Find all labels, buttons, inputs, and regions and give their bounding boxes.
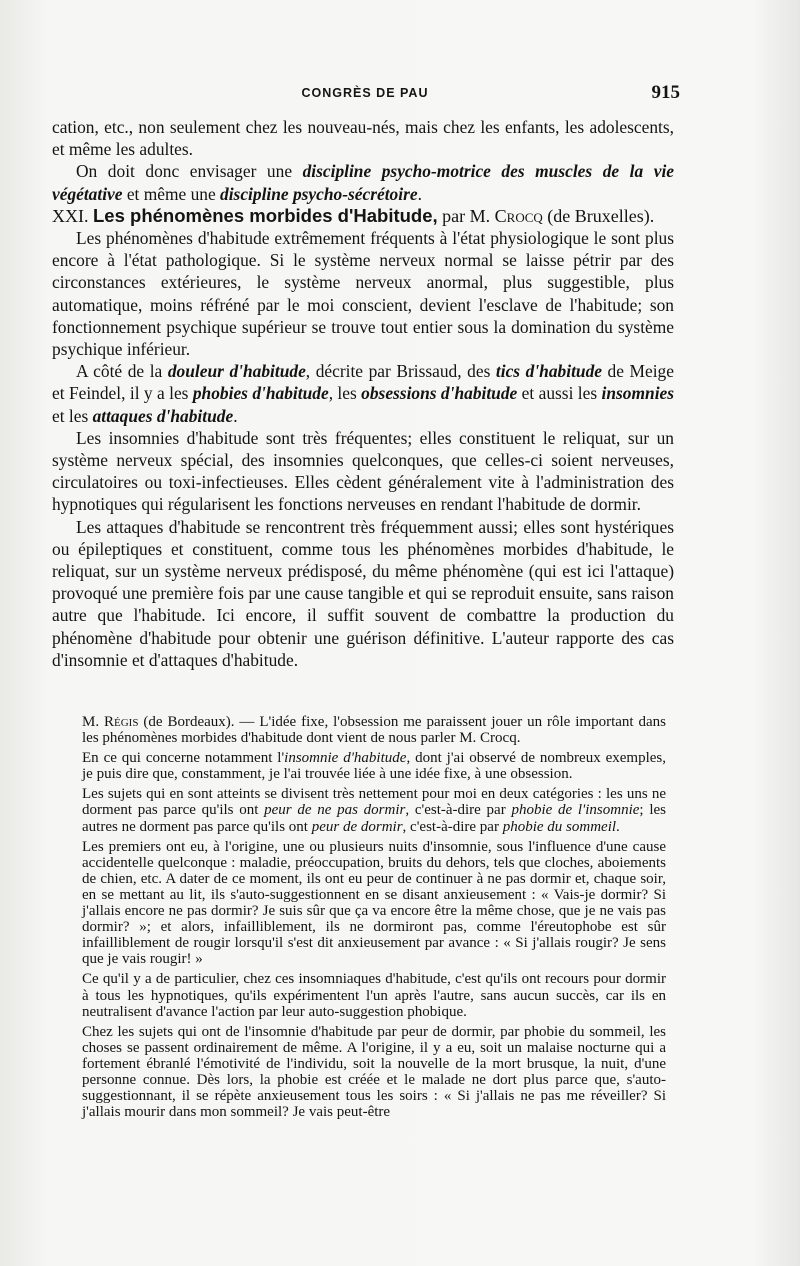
- text-run: , c'est-à-dire par: [405, 802, 512, 819]
- text-run: Les sujets qui en sont atteints se divisent très nettement pour moi en deux catégories : les uns ne dorment pas parce qu'ils ont: [82, 786, 666, 819]
- discussion-paragraph-1: [82, 714, 666, 746]
- text-run: .: [616, 818, 620, 835]
- discussion-paragraph-3: [82, 786, 666, 834]
- page-number: 915: [651, 82, 680, 103]
- text-run: M.: [82, 714, 105, 730]
- emphasis: peur de dormir: [311, 818, 403, 835]
- section-affiliation: (de Bruxelles).: [542, 205, 655, 226]
- discussion-paragraph-4: Les premiers ont eu, à l'origine, une ou plusieurs nuits d'insomnie, sous l'influence d'une cause accidentelle quelconque : maladie, préoccupation, bruits du dehors, tels que cloches, aboiements de chien, etc. A dater de ce moment, ils ont eu peur de continuer à ne pas dormir et, chaque soir, en se mettant au lit, ils s'auto-suggestionnent en se disant anxieusement : « Vais-je dormir? Si j'allais encore ne pas dormir? Je suis sûr que ça va encore être la même chose, que je ne vais pas dormir? »; et alors, infailliblement, ils ne dormiront pas, comme l'éreutophobe est sûr infailliblement de rougir lorsqu'il s'est dit anxieusement par avance : « Si j'allais rougir? Je sens que je vais rougir! »: [82, 838, 666, 968]
- text-run: par M.: [437, 205, 495, 226]
- text-run: .: [417, 183, 422, 204]
- emphasis: obsessions d'habitude: [361, 383, 518, 404]
- emphasis: insomnie d'habitude: [284, 750, 407, 767]
- text-run: et aussi les: [517, 383, 602, 404]
- text-run: .: [233, 405, 238, 426]
- discussion-paragraph-6: Chez les sujets qui ont de l'insomnie d'habitude par peur de dormir, par phobie du sommeil, les choses se passent ordinairement de même. A l'origine, il y a eu, soit un malaise nocturne qui a fortement ébranlé l'émotivité de l'individu, soit la nouvelle de la mort brusque, la nuit, d'une personne connue. Dès lors, la phobie est créée et le malade ne dort plus parce que, s'auto-suggestionnant, il se répète anxieusement tous les soirs : « Si j'allais ne pas me réveiller? Si j'allais mourir dans mon sommeil? Je vais peut-être: [82, 1023, 666, 1121]
- emphasis: phobie de l'insomnie: [511, 802, 640, 819]
- text-run: de Meige et Feindel, il y a les: [52, 361, 674, 404]
- emphasis: discipline psycho-sécrétoire: [220, 183, 418, 204]
- body-paragraph-1: Les phénomènes d'habitude extrêmement fréquents à l'état physiologique le sont plus encore à l'état pathologique. Si le système nerveux normal se laisse pétrir par des circonstances extérieures, le système nerveux anormal, plus suggestible, plus automatique, moins réfréné par le moi conscient, devient l'esclave de l'habitude; son fonctionnement psychique supérieur se trouve tout entier sous la domination du système psychique inférieur.: [52, 228, 674, 360]
- main-text: [52, 116, 674, 671]
- section-heading: [52, 205, 674, 227]
- emphasis: douleur d'habitude: [167, 361, 306, 382]
- running-title: CONGRÈS DE PAU: [301, 86, 429, 100]
- page-header: [50, 82, 680, 110]
- text-run: ; les autres ne dorment pas parce qu'ils ont: [82, 802, 666, 835]
- discussion-text: [82, 714, 666, 1124]
- text-run: , décrite par Brissaud, des: [305, 361, 496, 382]
- text-run: (de Bordeaux). — L'idée fixe, l'obsession me paraissent jouer un rôle important dans les phénomènes morbides d'habitude dont vient de nous parler M. Crocq.: [82, 714, 666, 747]
- emphasis: insomnies: [601, 383, 675, 404]
- text-run: et les: [52, 405, 93, 426]
- text-run: , dont j'ai observé de nombreux exemples, je puis dire que, constamment, je l'ai trouvée liée à une idée fixe, à une obsession.: [82, 750, 666, 783]
- discussion-paragraph-2: [82, 750, 666, 782]
- text-run: , les: [328, 383, 362, 404]
- intro-paragraph-2: [52, 160, 674, 204]
- section-author: Crocq: [494, 205, 543, 226]
- body-paragraph-2: [52, 360, 674, 427]
- emphasis: peur de ne pas dormir: [264, 802, 406, 819]
- emphasis: attaques d'habitude: [92, 405, 234, 426]
- text-run: , c'est-à-dire par: [402, 818, 503, 835]
- body-paragraph-4: Les attaques d'habitude se rencontrent très fréquemment aussi; elles sont hystériques ou épileptiques et constituent, comme tous les phénomènes morbides d'habitude, le reliquat, sur un système nerveux prédisposé, du même phénomène (qui est ici l'attaque) provoqué une première fois par une cause tangible et qui se reproduit ensuite, sans raison autre que l'habitude. Ici encore, il suffit souvent de combattre la production du phénomène d'habitude pour obtenir une guérison définitive. L'auteur rapporte des cas d'insomnie et d'attaques d'habitude.: [52, 516, 674, 670]
- section-title: Les phénomènes morbides d'Habitude,: [93, 204, 438, 226]
- emphasis: discipline psycho-motrice des muscles de la vie végétative: [52, 161, 675, 204]
- speaker-name: Régis: [104, 714, 139, 730]
- text-run: A côté de la: [76, 361, 168, 382]
- intro-paragraph-1: cation, etc., non seulement chez les nouveau-nés, mais chez les enfants, les adolescents, et même les adultes.: [52, 117, 674, 160]
- body-paragraph-3: Les insomnies d'habitude sont très fréquentes; elles constituent le reliquat, sur un système nerveux spécial, des insomnies quelconques, que celles-ci soient nerveuses, circulatoires ou toxi-infectieuses. Elles cèdent généralement vite à l'administration des hypnotiques qui régularisent les fonctions nerveuses en rendant l'habitude de dormir.: [52, 427, 674, 515]
- text-run: On doit donc envisager une: [76, 161, 303, 182]
- section-number: XXI.: [52, 205, 89, 226]
- emphasis: phobie du sommeil: [502, 818, 617, 835]
- emphasis: tics d'habitude: [495, 361, 602, 382]
- text-run: En ce qui concerne notamment l': [82, 750, 285, 767]
- text-run: et même une: [122, 183, 221, 204]
- discussion-paragraph-5: Ce qu'il y a de particulier, chez ces insomniaques d'habitude, c'est qu'ils ont recours pour dormir à tous les hypnotiques, qu'ils expérimentent l'un après l'autre, sans aucun succès, car ils en neutralisent d'avance l'action par leur auto-suggestion phobique.: [82, 971, 666, 1020]
- emphasis: phobies d'habitude: [192, 383, 329, 404]
